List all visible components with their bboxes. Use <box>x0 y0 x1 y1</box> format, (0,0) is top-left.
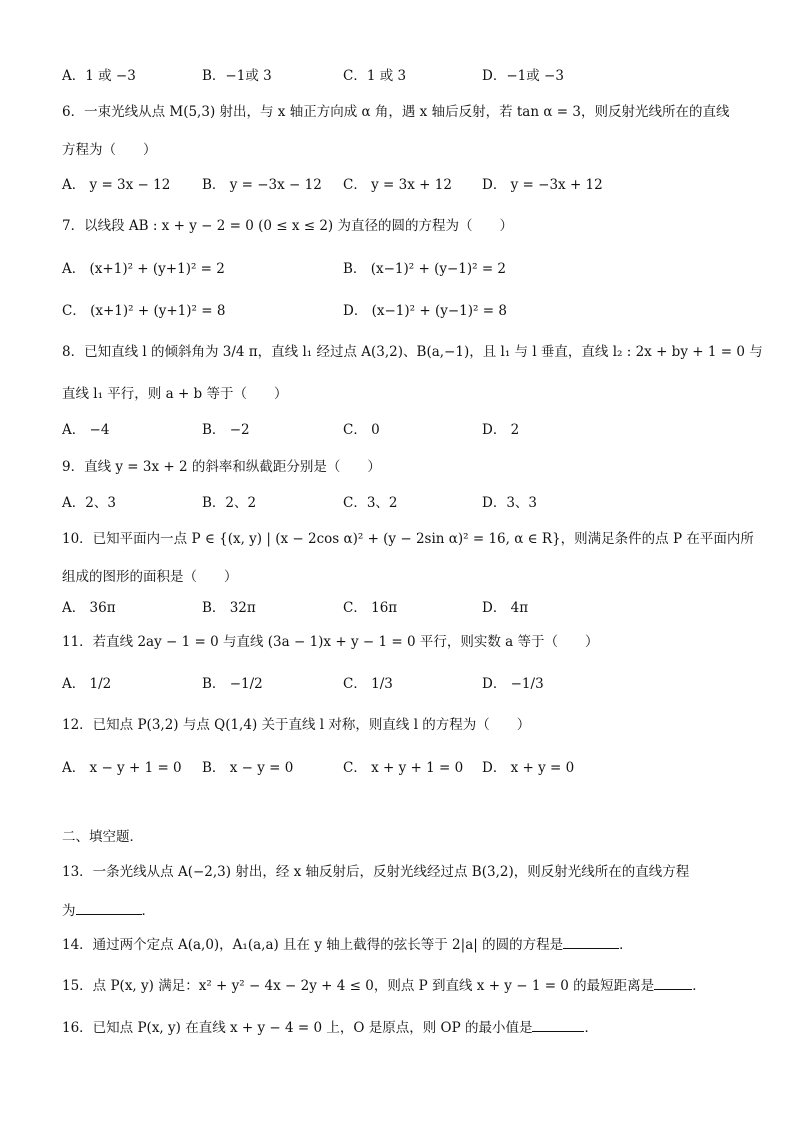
q9-option-d: D．3、3 <box>482 495 538 511</box>
q15-prefix: 15．点 P(x, y) 满足：x² + y² − 4x − 2y + 4 ≤ 0，则点 P 到直线 x + y − 1 = 0 的最短距离是 <box>62 978 655 994</box>
q6-stem-line2: 方程为（ ） <box>62 142 157 158</box>
q10-option-d: D． 4π <box>482 600 529 616</box>
q10-stem-line1: 10．已知平面内一点 P ∈ {(x, y) | (x − 2cos α)² + (y − 2sin α)² = 16, α ∈ R}，则满足条件的点 P 在平面内所 <box>62 531 754 547</box>
q6-option-d: D． y = −3x + 12 <box>482 177 603 193</box>
q9-option-c: C．3、2 <box>343 495 398 511</box>
q14-answer-blank[interactable] <box>563 934 619 949</box>
q8-option-a: A． −4 <box>62 422 110 438</box>
q12-option-d: D． x + y = 0 <box>482 760 575 776</box>
q9-stem: 9．直线 y = 3x + 2 的斜率和纵截距分别是（ ） <box>62 459 381 475</box>
q12-option-b: B． x − y = 0 <box>202 760 294 776</box>
q5-option-b: B．−1或 3 <box>202 68 272 84</box>
q13-suffix: ． <box>141 903 155 919</box>
q8-stem-line1: 8．已知直线 l 的倾斜角为 3/4 π，直线 l₁ 经过点 A(3,2)、B(a,−1)，且 l₁ 与 l 垂直，直线 l₂ : 2x + by + 1 = 0 与 <box>62 344 763 360</box>
q11-option-c: C． 1/3 <box>343 676 393 692</box>
q11-option-d: D． −1/3 <box>482 676 544 692</box>
q8-option-d: D． 2 <box>482 422 520 438</box>
q6-stem-line1: 6．一束光线从点 M(5,3) 射出，与 x 轴正方向成 α 角，遇 x 轴后反射，若 tan α = 3，则反射光线所在的直线 <box>62 104 730 120</box>
q15-suffix: ． <box>692 978 706 994</box>
q5-option-c: C．1 或 3 <box>343 68 407 84</box>
q7-stem: 7．以线段 AB : x + y − 2 = 0 (0 ≤ x ≤ 2) 为直径的圆的方程为（ ） <box>62 218 513 234</box>
q11-option-a: A． 1/2 <box>62 676 112 692</box>
q9-option-a: A．2、3 <box>62 495 116 511</box>
q8-option-b: B． −2 <box>202 422 250 438</box>
q7-option-b: B． (x−1)² + (y−1)² = 2 <box>343 261 507 277</box>
q9-option-b: B．2、2 <box>202 495 257 511</box>
q11-stem: 11．若直线 2ay − 1 = 0 与直线 (3a − 1)x + y − 1 = 0 平行，则实数 a 等于（ ） <box>62 634 599 650</box>
q8-stem-line2: 直线 l₁ 平行，则 a + b 等于（ ） <box>62 386 288 402</box>
q13-stem-line2 <box>62 899 155 919</box>
q16-prefix: 16．已知点 P(x, y) 在直线 x + y − 4 = 0 上，O 是原点，则 OP 的最小值是 <box>62 1020 533 1036</box>
q7-option-d: D． (x−1)² + (y−1)² = 8 <box>343 303 507 319</box>
q16-answer-blank[interactable] <box>532 1017 584 1032</box>
q10-stem-line2: 组成的图形的面积是（ ） <box>62 569 238 585</box>
q14-stem <box>62 933 633 953</box>
q10-option-b: B． 32π <box>202 600 256 616</box>
q5-option-a: A．1 或 −3 <box>62 68 136 84</box>
q11-option-b: B． −1/2 <box>202 676 263 692</box>
q16-stem <box>62 1016 598 1036</box>
section-fill-in-heading: 二、填空题． <box>62 829 143 845</box>
q6-option-a: A． y = 3x − 12 <box>62 177 171 193</box>
q10-option-a: A． 36π <box>62 600 116 616</box>
q14-suffix: ． <box>619 937 633 953</box>
q7-option-c: C． (x+1)² + (y+1)² = 8 <box>62 303 226 319</box>
q7-option-a: A． (x+1)² + (y+1)² = 2 <box>62 261 225 277</box>
q14-prefix: 14．通过两个定点 A(a,0)，A₁(a,a) 且在 y 轴上截得的弦长等于 2|a| 的圆的方程是 <box>62 937 564 953</box>
q5-option-d: D．−1或 −3 <box>482 68 564 84</box>
q15-stem <box>62 974 706 994</box>
q15-answer-blank[interactable] <box>654 975 692 990</box>
q10-option-c: C． 16π <box>343 600 398 616</box>
q6-option-c: C． y = 3x + 12 <box>343 177 452 193</box>
q13-prefix: 为 <box>62 903 76 919</box>
q12-stem: 12．已知点 P(3,2) 与点 Q(1,4) 关于直线 l 对称，则直线 l 的方程为（ ） <box>62 717 531 733</box>
q13-answer-blank[interactable] <box>76 900 142 915</box>
q8-option-c: C． 0 <box>343 422 380 438</box>
q12-option-c: C． x + y + 1 = 0 <box>343 760 464 776</box>
q12-option-a: A． x − y + 1 = 0 <box>62 760 182 776</box>
q6-option-b: B． y = −3x − 12 <box>202 177 322 193</box>
q13-stem-line1: 13．一条光线从点 A(−2,3) 射出，经 x 轴反射后，反射光线经过点 B(3,2)，则反射光线所在的直线方程 <box>62 864 690 880</box>
q16-suffix: ． <box>584 1020 598 1036</box>
